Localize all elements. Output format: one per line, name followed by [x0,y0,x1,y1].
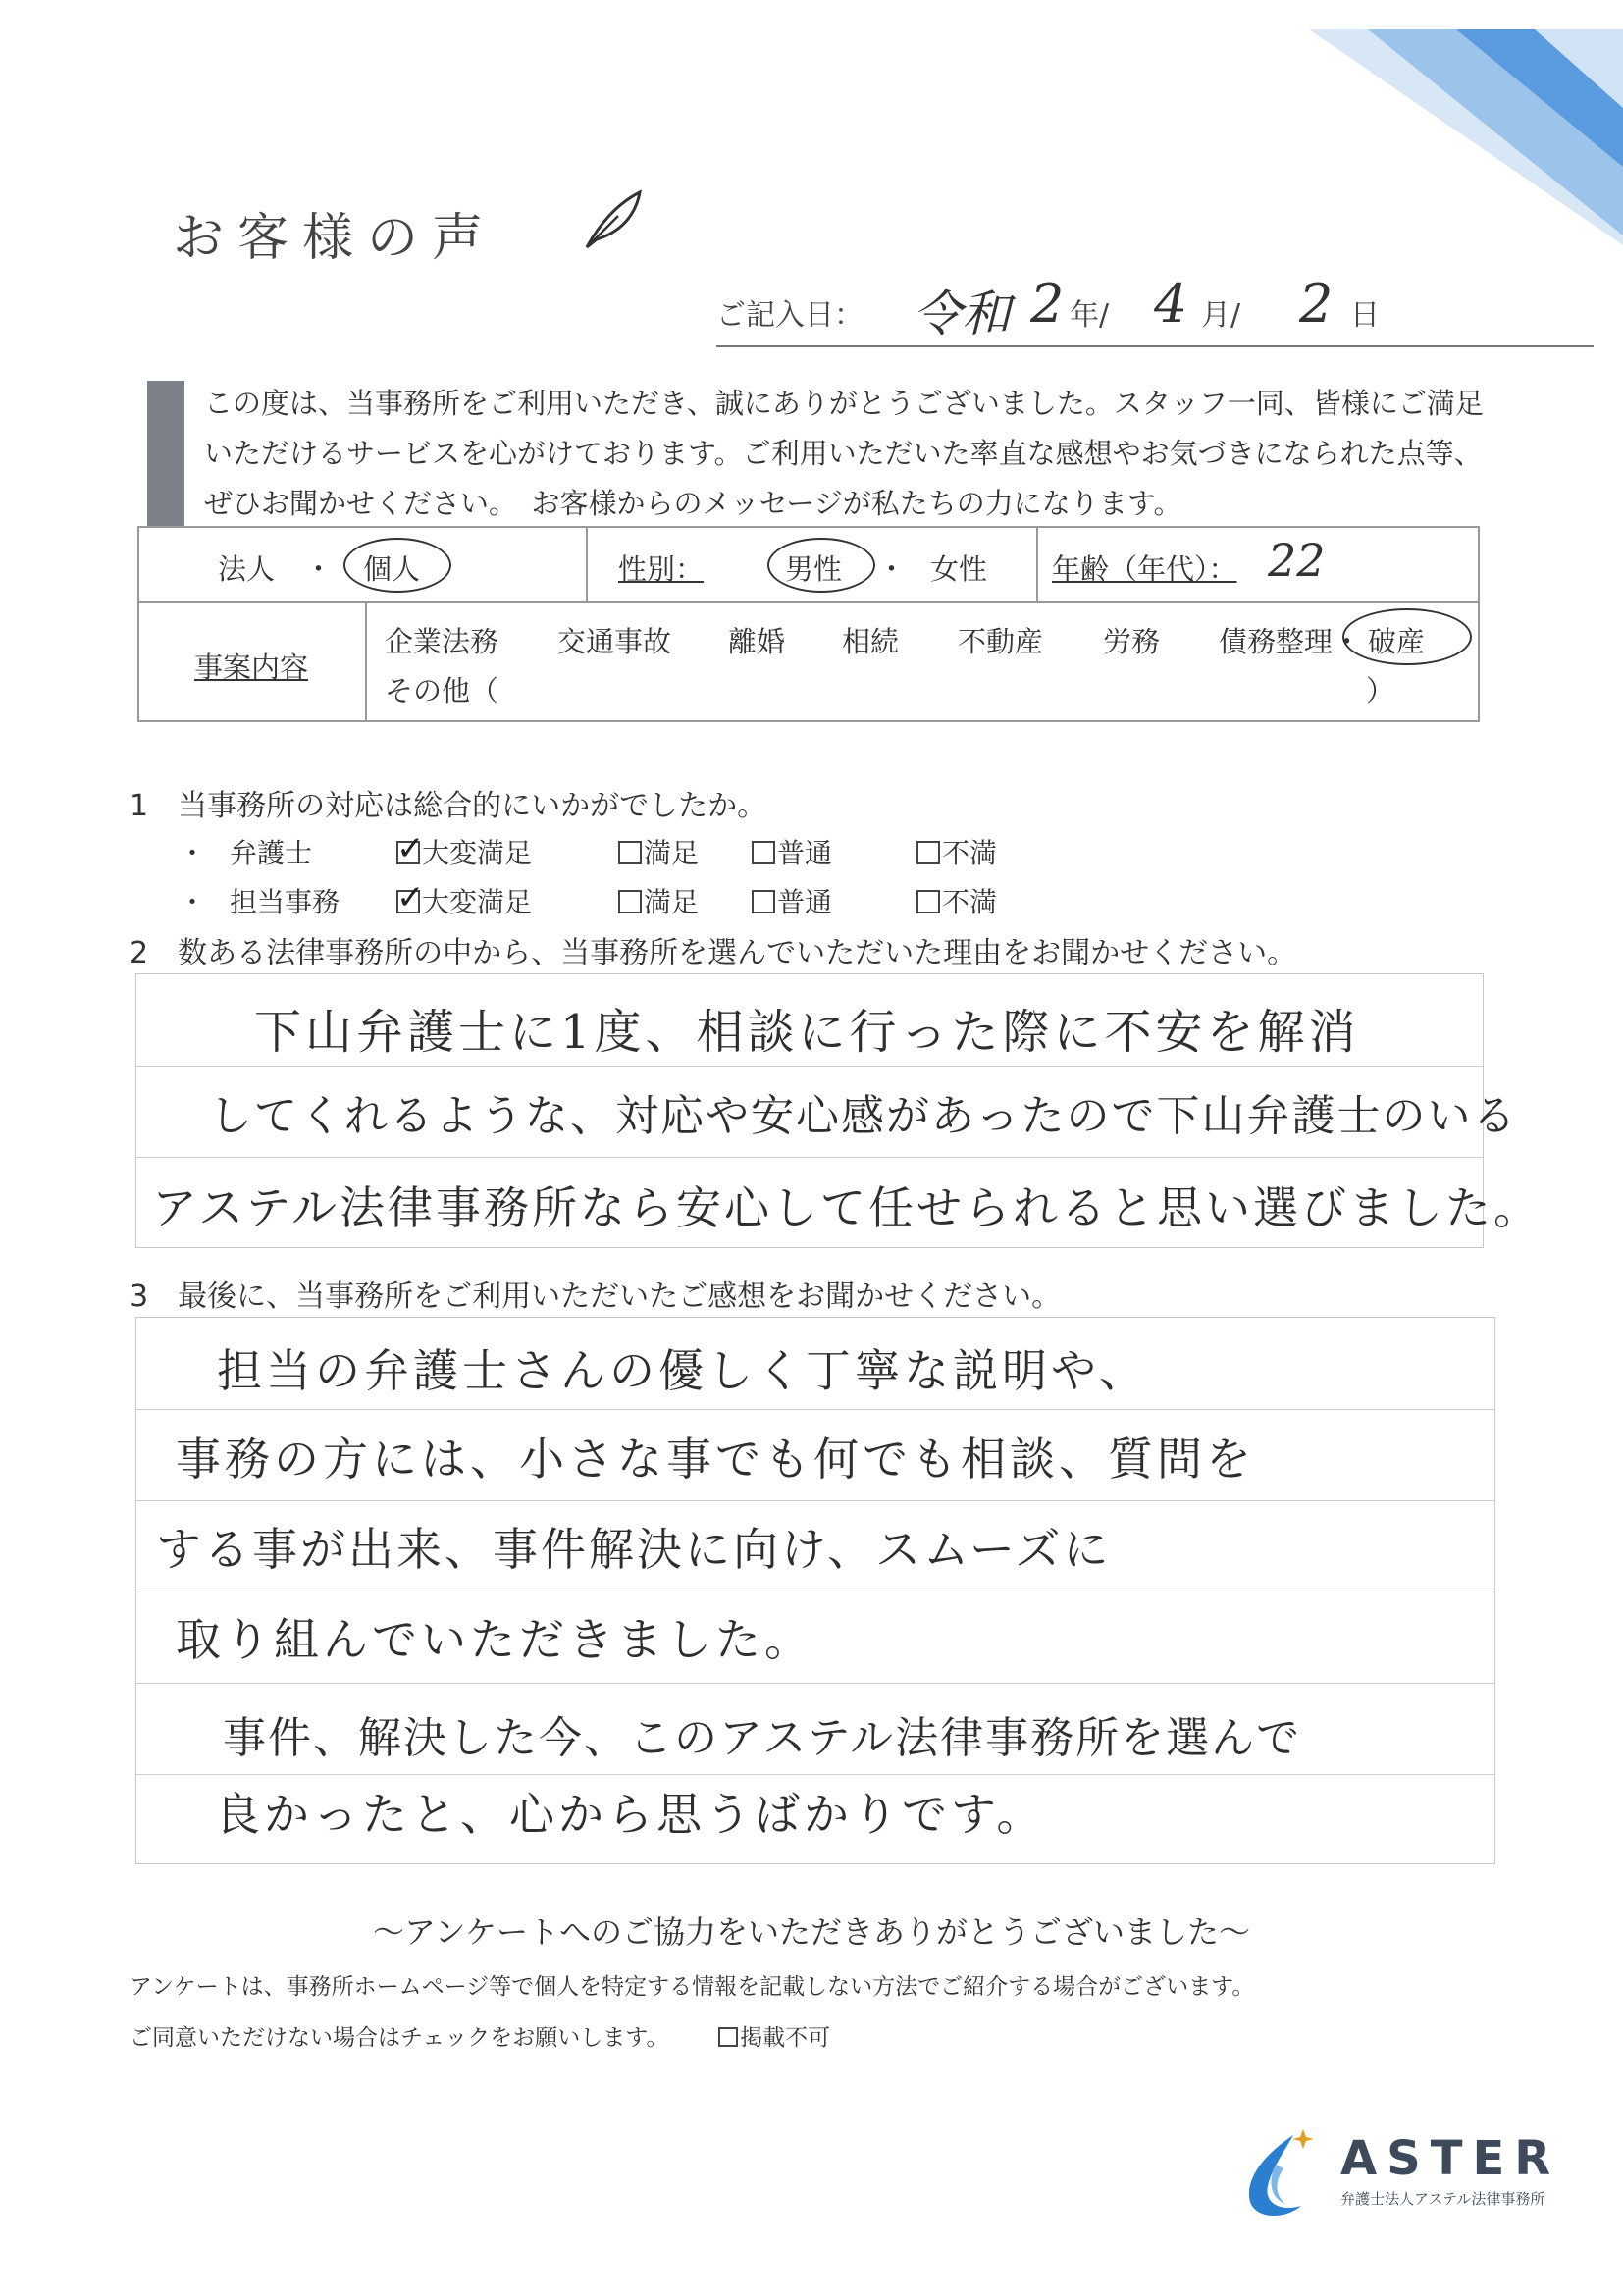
date-month-unit: 月/ [1201,298,1241,333]
intro-line: いただけるサービスを心がけております。ご利用いただいた率直な感想やお気づきになられた点等、 [204,437,1483,470]
case-other: その他（ [385,674,499,707]
case-item: 破産 [1368,625,1426,658]
type-person: 個人 [363,552,421,586]
q1-bullet: ・ [179,837,207,869]
q1-option[interactable]: 不満 [916,832,997,871]
date-day: 2 [1299,273,1334,335]
gender-female: 女性 [930,552,988,586]
answer-line: 取り組んでいただきました。 [176,1613,813,1666]
answer-line: 担当の弁護士さんの優しく丁寧な説明や、 [217,1344,1149,1397]
intro-line: この度は、当事務所をご利用いただき、誠にありがとうございました。スタッフ一同、皆様にご満足 [204,387,1484,420]
date-row [716,273,1594,347]
question-1: 1 当事務所の対応は総合的にいかがでしたか。 [130,789,767,823]
gender-label: 性別： [618,552,705,586]
type-corp: 法人 [218,552,276,586]
q1-row-label: 担当事務 [230,886,340,918]
consent-note-text: ご同意いただけない場合はチェックをお願いします。 [130,2025,669,2051]
case-item: 債務整理・ [1219,625,1362,658]
logo-subtitle: 弁護士法人アステル法律事務所 [1340,2190,1545,2208]
thanks-message: ～アンケートへのご協力をいただきありがとうございました～ [372,1913,1251,1951]
aster-logo-icon [1225,2125,1333,2223]
date-label: ご記入日： [716,298,864,333]
intro-accent-bar [147,381,184,526]
intro-line: ぜひお聞かせください。 お客様からのメッセージが私たちの力になります。 [204,487,1182,520]
answer-line: 下山弁護士に1度、相談に行った際に不安を解消 [254,1005,1360,1060]
answer-2-box [135,973,1542,1248]
date-year: 2 [1030,273,1065,335]
answer-3-box [135,1317,1495,1864]
question-3: 3 最後に、当事務所をご利用いただいたご感想をお聞かせください。 [130,1279,1062,1314]
publication-note: アンケートは、事務所ホームページ等で個人を特定する情報を記載しない方法でご紹介する場合がございます。 [130,1974,1255,2000]
answer-line: 事件、解決した今、このアステル法律事務所を選んで [223,1713,1302,1763]
type-sep: ・ [304,552,334,586]
corner-decoration [1309,0,1623,245]
answer-line: してくれるような、対応や安心感があったので下山弁護士のいる [209,1091,1518,1141]
q1-option[interactable]: 満足 [618,881,699,920]
optout-label: 掲載不可 [740,2025,831,2051]
gender-male: 男性 [785,552,843,586]
case-item: 労務 [1103,625,1161,658]
q1-option[interactable]: 不満 [916,881,997,920]
age-value: 22 [1268,534,1326,587]
date-day-unit: 日 [1350,298,1380,333]
case-label: 事案内容 [194,651,309,684]
case-item: 企業法務 [385,625,499,658]
q1-option[interactable]: 普通 [752,832,832,871]
q1-row-label: 弁護士 [230,837,313,869]
selected-circle [1342,608,1472,665]
date-year-unit: 年/ [1070,298,1110,333]
answer-line: 良かったと、心から思うばかりです。 [215,1788,1046,1841]
selected-circle [767,538,875,593]
gender-sep: ・ [877,552,907,586]
selected-circle [343,538,451,593]
question-2: 2 数ある法律事務所の中から、当事務所を選んでいただいた理由をお聞かせください。 [130,936,1297,970]
q1-bullet: ・ [179,886,207,918]
q1-option[interactable]: 普通 [752,881,832,920]
case-item: 相続 [842,625,900,658]
case-item: 不動産 [958,625,1044,658]
answer-line: アステル法律事務所なら安心して任せられると思い選びました。 [152,1181,1542,1234]
age-label: 年齢（年代）： [1052,552,1237,586]
case-item: 交通事故 [557,625,672,658]
logo-name: ASTER [1340,2131,1561,2186]
info-table [137,526,1480,722]
q1-option-checked[interactable]: ✓ 大変満足 [396,878,533,918]
answer-line: する事が出来、事件解決に向け、スムーズに [156,1523,1112,1576]
date-era: 令和 [913,286,1011,342]
page-title: お客様の声 [173,209,497,268]
q1-option-checked[interactable]: ✓ 大変満足 [396,829,533,869]
consent-note [130,2019,830,2052]
intro-text [204,379,1509,529]
feather-icon [579,186,648,255]
date-month: 4 [1154,273,1188,335]
optout-checkbox[interactable] [718,2025,830,2051]
case-item: 離婚 [728,625,786,658]
q1-option[interactable]: 満足 [618,832,699,871]
answer-line: 事務の方には、小さな事でも何でも相談、質問を [176,1433,1255,1486]
case-other-close: ） [1366,674,1395,707]
